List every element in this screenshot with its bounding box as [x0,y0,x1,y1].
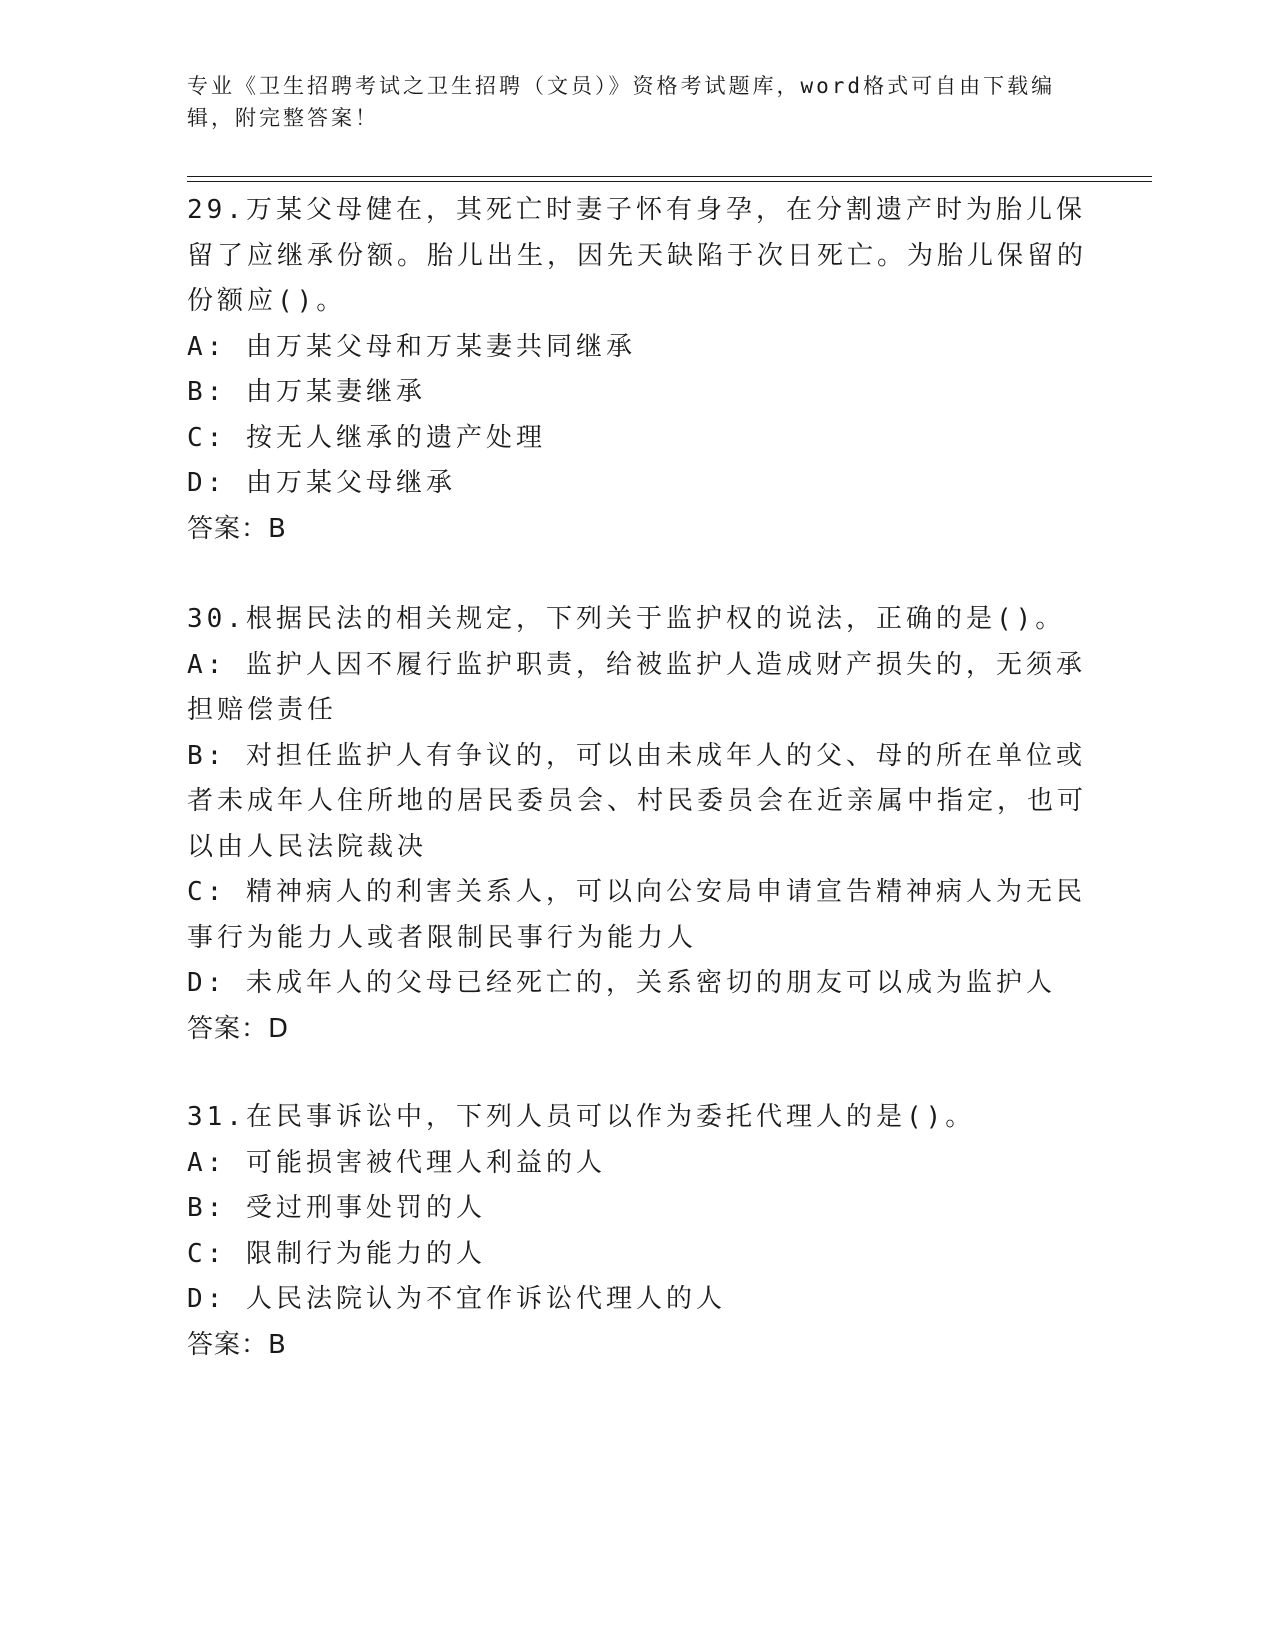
option-c: C: 限制行为能力的人 [187,1238,486,1269]
option-d: D: 人民法院认为不宜作诉讼代理人的人 [187,1284,726,1314]
document-header [187,70,1067,134]
option-a: A: 由万某父母和万某妻共同继承 [187,331,636,362]
option-d: D: 由万某父母继承 [187,468,456,498]
header-rule-bottom [187,181,1152,182]
answer: 答案：B [187,513,287,544]
option-a: A: 可能损害被代理人利益的人 [187,1147,606,1178]
header-rule-top [187,176,1152,177]
question-30 [187,597,1087,1052]
question-stem: 30.根据民法的相关规定，下列关于监护权的说法，正确的是()。 [187,604,1066,634]
answer: 答案：B [187,1329,287,1360]
question-stem: 29.万某父母健在，其死亡时妻子怀有身孕，在分割遗产时为胎儿保留了应继承份额。胎儿出生，因先天缺陷于次日死亡。为胎儿保留的份额应()。 [187,195,1088,316]
option-a: A: 监护人因不履行监护职责，给被监护人造成财产损失的，无须承担赔偿责任 [187,649,1086,725]
question-29 [187,188,1087,552]
header-text: 专业《卫生招聘考试之卫生招聘（文员）》资格考试题库，word格式可自由下载编辑，附完整答案！ [187,74,1056,130]
option-d: D: 未成年人的父母已经死亡的，关系密切的朋友可以成为监护人 [187,968,1056,998]
option-b: B: 受过刑事处罚的人 [187,1193,486,1223]
question-31 [187,1095,1087,1368]
question-stem: 31.在民事诉讼中，下列人员可以作为委托代理人的是()。 [187,1102,976,1132]
option-c: C: 按无人继承的遗产处理 [187,422,546,453]
option-b: B: 由万某妻继承 [187,377,426,407]
answer: 答案：D [187,1013,290,1044]
option-c: C: 精神病人的利害关系人，可以向公安局申请宣告精神病人为无民事行为能力人或者限制民事行为能力人 [187,877,1086,953]
option-b: B: 对担任监护人有争议的，可以由未成年人的父、母的所在单位或者未成年人住所地的居民委员会、村民委员会在近亲属中指定，也可以由人民法院裁决 [187,740,1088,862]
